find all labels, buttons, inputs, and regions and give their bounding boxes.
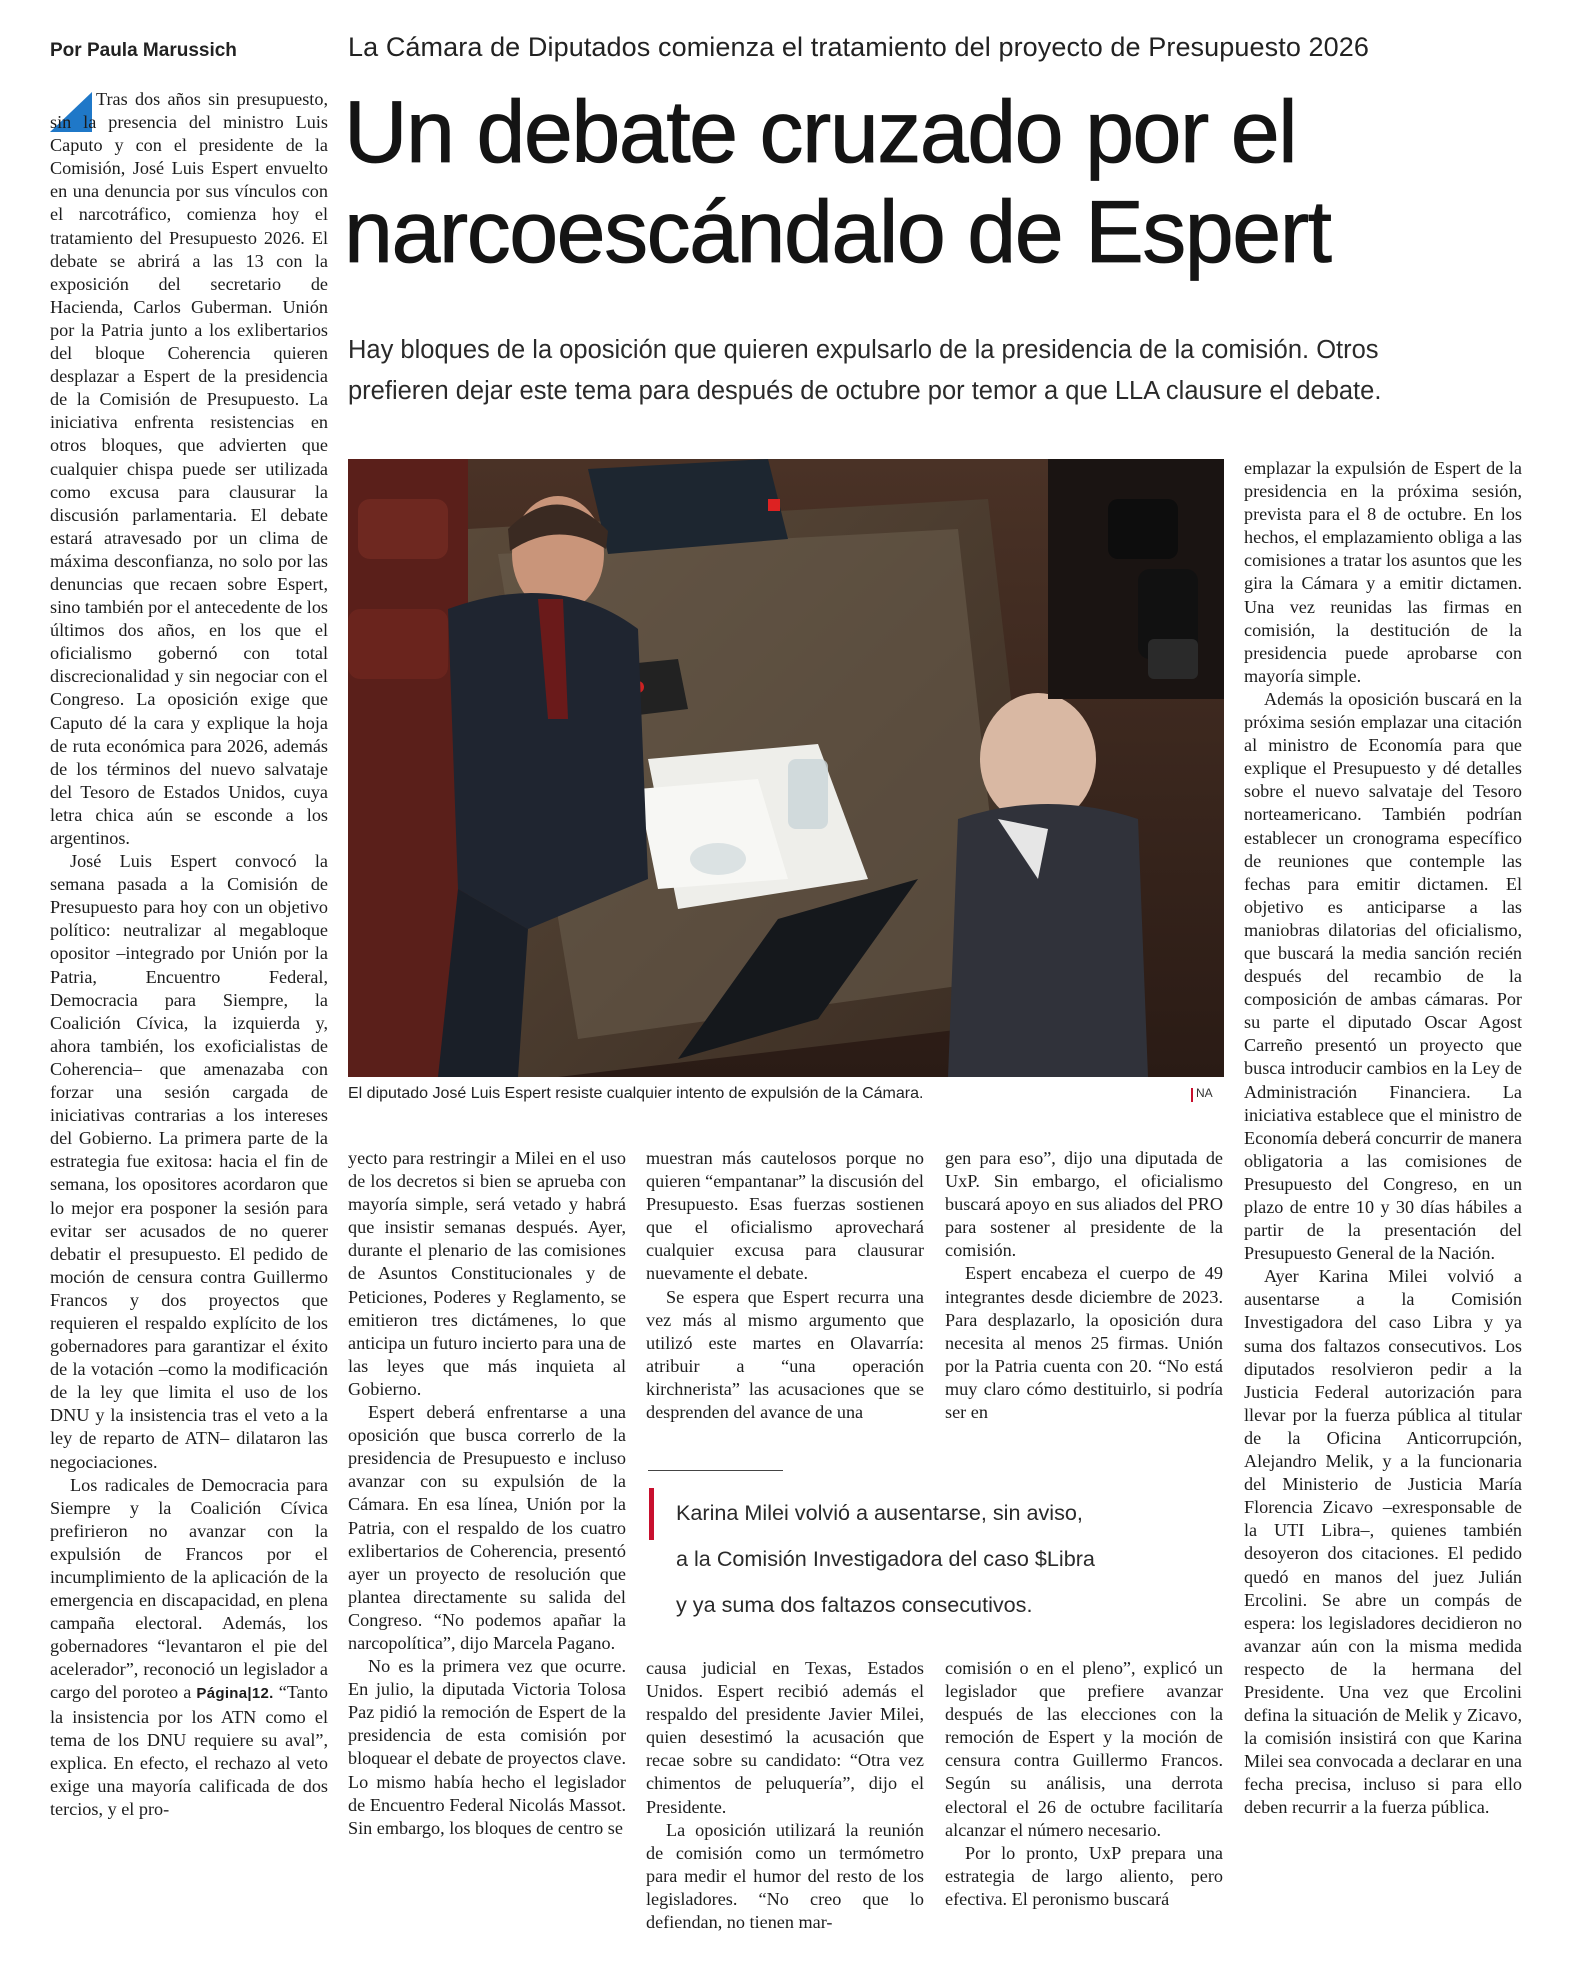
kicker: La Cámara de Diputados comienza el tratamiento del proyecto de Presupuesto 2026: [348, 32, 1370, 62]
paragraph: Espert deberá enfrentarse a una oposición que busca correrlo de la presidencia de Presupuesto e incluso avanzar con su expulsión de la Cámara. En esa línea, Unión por la Patria, con el respaldo de los cuatro exlibertarios de Coherencia, presentó ayer un proyecto de resolución que plantea directamente su salida del Congreso. “No podemos apañar la narcopolítica”, dijo Marcela Pagano.: [348, 1402, 626, 1653]
article-column-2: [348, 1147, 626, 1840]
paragraph: Tras dos años sin presupuesto, sin la presencia del ministro Luis Caputo y con el presidente de la Comisión, José Luis Espert envuelto en una denuncia por sus vínculos con el narcotráfico, comienza hoy el tratamiento del Presupuesto 2026. El debate se abrirá a las 13 con la exposición del secretario de Hacienda, Carlos Guberman. Unión por la Patria junto a los exlibertarios del bloque Coherencia quieren desplazar a Espert de la presidencia de la Comisión de Presupuesto. La iniciativa enfrenta resistencias en otros bloques, que advierten que cualquier chispa puede ser utilizada como excusa para clausurar la discusión parlamentaria. El debate estará atravesado por un clima de máxima desconfianza, no solo por las denuncias que recaen sobre Espert, sino también por el antecedente de los últimos dos años, en los que el oficialismo gobernó con total discrecionalidad y sin negociar con el Congreso. La oposición exige que Caputo dé la cara y explique la hoja de ruta económica para 2026, además de los términos del nuevo salvataje del Tesoro de Estados Unidos, cuya letra chica aún se esconde a los argentinos.: [50, 89, 328, 848]
pull-quote-line: a la Comisión Investigadora del caso $Libra: [676, 1546, 1095, 1571]
paragraph: Ayer Karina Milei volvió a ausentarse a la Comisión Investigadora del caso Libra y ya suma dos faltazos consecutivos. Los diputados resolvieron pedir a la Justicia Federal autorización para llevar por la fuerza pública al titular de la Oficina Anticorrupción, Alejandro Melik, y a la funcionaria del Ministerio de Justicia María Florencia Zicavo –exresponsable de la UTI Libra–, quienes también desoyeron dos citaciones. El pedido quedó en manos del juez Julián Ercolini. Se abre un compás de espera: los legisladores decidieron no avanzar aún con la misma medida respecto de la hermana del Presidente. Una vez que Ercolini defina la situación de Melik y Zicavo, la comisión insistirá con que Karina Milei sea convocada a declarar en una fecha precisa, incluso si para ello deben recurrir a la fuerza pública.: [1244, 1266, 1522, 1818]
paragraph: Espert encabeza el cuerpo de 49 integrantes desde diciembre de 2023. Para desplazarlo, la oposición dura necesita al menos 25 firmas. Unión por la Patria cuenta con 20. “No está muy claro cómo destituirlo, si podría ser en: [945, 1263, 1223, 1423]
article-column-1: [50, 88, 328, 1821]
credit-marker: [1191, 1088, 1193, 1102]
paragraph: Además la oposición buscará en la próxima sesión emplazar una citación al ministro de Economía para que explique el Presupuesto y dé detalles sobre el nuevo salvataje del Tesoro norteamericano. También podrían establecer un cronograma específico de reuniones que contemple las fechas para emitir dictamen. El objetivo es anticiparse a las maniobras dilatorias del oficialismo, que buscará la media sanción recién después del recambio de la composición de ambas cámaras. Por su parte el diputado Oscar Agost Carreño presentó un proyecto que busca introducir cambios en la Ley de Administración Financiera. La iniciativa establece que el ministro de Economía deberá concurrir de manera obligatoria a las comisiones de Presupuesto del Congreso, en un plazo de entre 10 y 30 días hábiles a partir de la presentación del Presupuesto General de la Nación.: [1244, 688, 1522, 1264]
byline: Por Paula Marussich: [50, 40, 237, 61]
paragraph: emplazar la expulsión de Espert de la presidencia en la próxima sesión, prevista para el 8 de octubre. En los hechos, el emplazamiento obliga a las comisiones a tratar los asuntos que les gira la Cámara y a emitir dictamen. Una vez reunidas las firmas en comisión, la destitución de la presidencia puede aprobarse con mayoría simple.: [1244, 458, 1522, 686]
article-column-3: [646, 1147, 924, 1424]
paragraph-text: Los radicales de Democracia para Siempre y la Coalición Cívica prefirieron no avanzar con la expulsión de Francos por el incumplimiento de la aplicación de la emergencia en discapacidad, en plena campaña electoral. Además, los gobernadores “levantaron el pie del acelerador”, reconoció un legislador a cargo del poroteo a: [50, 1474, 328, 1703]
article-photo: [348, 459, 1224, 1077]
paragraph: muestran más cautelosos porque no quieren “empantanar” la discusión del Presupuesto. Esas fuerzas sostienen que el oficialismo aprovechará cualquier excusa para clausurar nuevamente el debate.: [646, 1148, 924, 1284]
headline: [344, 82, 1544, 283]
paragraph: La oposición utilizará la reunión de comisión como un termómetro para medir el humor del resto de los legisladores. “No creo que lo defiendan, no tienen mar-: [646, 1819, 924, 1933]
pull-quote-rule: [648, 1470, 783, 1471]
paragraph: causa judicial en Texas, Estados Unidos. Espert recibió además el respaldo del presidente Javier Milei, quien desestimó la acusación que recae sobre su candidato: “Otra vez chimentos de peluquería”, dijo el Presidente.: [646, 1658, 924, 1817]
paragraph: Se espera que Espert recurra una vez más al mismo argumento que utilizó este martes en Olavarría: atribuir a “una operación kirchnerista” las acusaciones que se desprenden del avance de una: [646, 1286, 924, 1423]
pull-quote-bar: [649, 1488, 654, 1540]
paragraph: comisión o en el pleno”, explicó un legislador que prefiere avanzar después de las elecciones con la remoción de Espert y la moción de censura contra Guillermo Francos. Según su análisis, una derrota electoral el 26 de octubre facilitaría alcanzar el número necesario.: [945, 1658, 1223, 1840]
article-column-4-lower: [945, 1657, 1223, 1911]
paragraph: yecto para restringir a Milei en el uso de los decretos si bien se aprueba con mayoría simple, será vetado y habrá que insistir semanas después. Ayer, durante el plenario de las comisiones de Asuntos Constitucionales y de Peticiones, Poderes y Reglamento, se emitieron tres dictámenes, lo que anticipa un futuro incierto para una de las leyes que más inquieta al Gobierno.: [348, 1148, 626, 1399]
headline-line-1: Un debate cruzado por el: [344, 82, 1297, 181]
paragraph: José Luis Espert convocó la semana pasada a la Comisión de Presupuesto para hoy con un objetivo político: neutralizar al megabloque opositor –integrado por Unión por la Patria, Encuentro Federal, Democracia para Siempre, la Coalición Cívica, la izquierda y, ahora también, los exoficialistas de Coherencia– que amenazaba con forzar una sesión cargada de iniciativas contrarias a los intereses del Gobierno. La primera parte de la estrategia fue exitosa: hacia el fin de semana, los opositores acordaron que lo mejor era posponer la sesión para evitar ser acusados de no querer debatir el presupuesto. El pedido de moción de censura contra Guillermo Francos y dos proyectos que requieren el respaldo explícito de los gobernadores para garantizar el éxito de la votación –como la modificación de la ley que limita el uso de los DNU y la insistencia tras el veto a la ley de reparto de ATN– dilataron las negociaciones.: [50, 851, 328, 1472]
article-column-5: [1244, 457, 1522, 1820]
headline-line-2: narcoescándalo de Espert: [344, 182, 1331, 282]
paragraph-text: “Tanto la insistencia por los ATN como el tema de los DNU requiere su aval”, explica. En efecto, el rechazo al veto exige una mayoría calificada de dos tercios, y el pro-: [50, 1682, 328, 1819]
pull-quote: [676, 1490, 1196, 1628]
paragraph: Por lo pronto, UxP prepara una estrategia de largo aliento, pero efectiva. El peronismo buscará: [945, 1842, 1223, 1909]
article-column-3-lower: [646, 1657, 924, 1934]
pull-quote-line: Karina Milei volvió a ausentarse, sin aviso,: [676, 1500, 1083, 1525]
pagina12-logo: Página|12.: [196, 1685, 274, 1703]
pull-quote-line: y ya suma dos faltazos consecutivos.: [676, 1592, 1033, 1617]
photo-illustration: [348, 459, 1224, 1077]
article-column-4: [945, 1147, 1223, 1424]
photo-caption: El diputado José Luis Espert resiste cualquier intento de expulsión de la Cámara.: [348, 1085, 924, 1102]
paragraph: [50, 1474, 328, 1821]
subhead: Hay bloques de la oposición que quieren expulsarlo de la presidencia de la comisión. Otros prefieren dejar este tema para después de octubre por temor a que LLA clausure el debate.: [348, 336, 1382, 405]
photo-credit: NA: [1196, 1086, 1213, 1100]
paragraph: gen para eso”, dijo una diputada de UxP. Sin embargo, el oficialismo buscará apoyo en sus aliados del PRO para sostener al presidente de la comisión.: [945, 1148, 1223, 1261]
paragraph: No es la primera vez que ocurre. En julio, la diputada Victoria Tolosa Paz pidió la remoción de Espert de la presidencia de esta comisión por bloquear el debate de proyectos clave. Lo mismo había hecho el legislador de Encuentro Federal Nicolás Massot. Sin embargo, los bloques de centro se: [348, 1656, 626, 1838]
